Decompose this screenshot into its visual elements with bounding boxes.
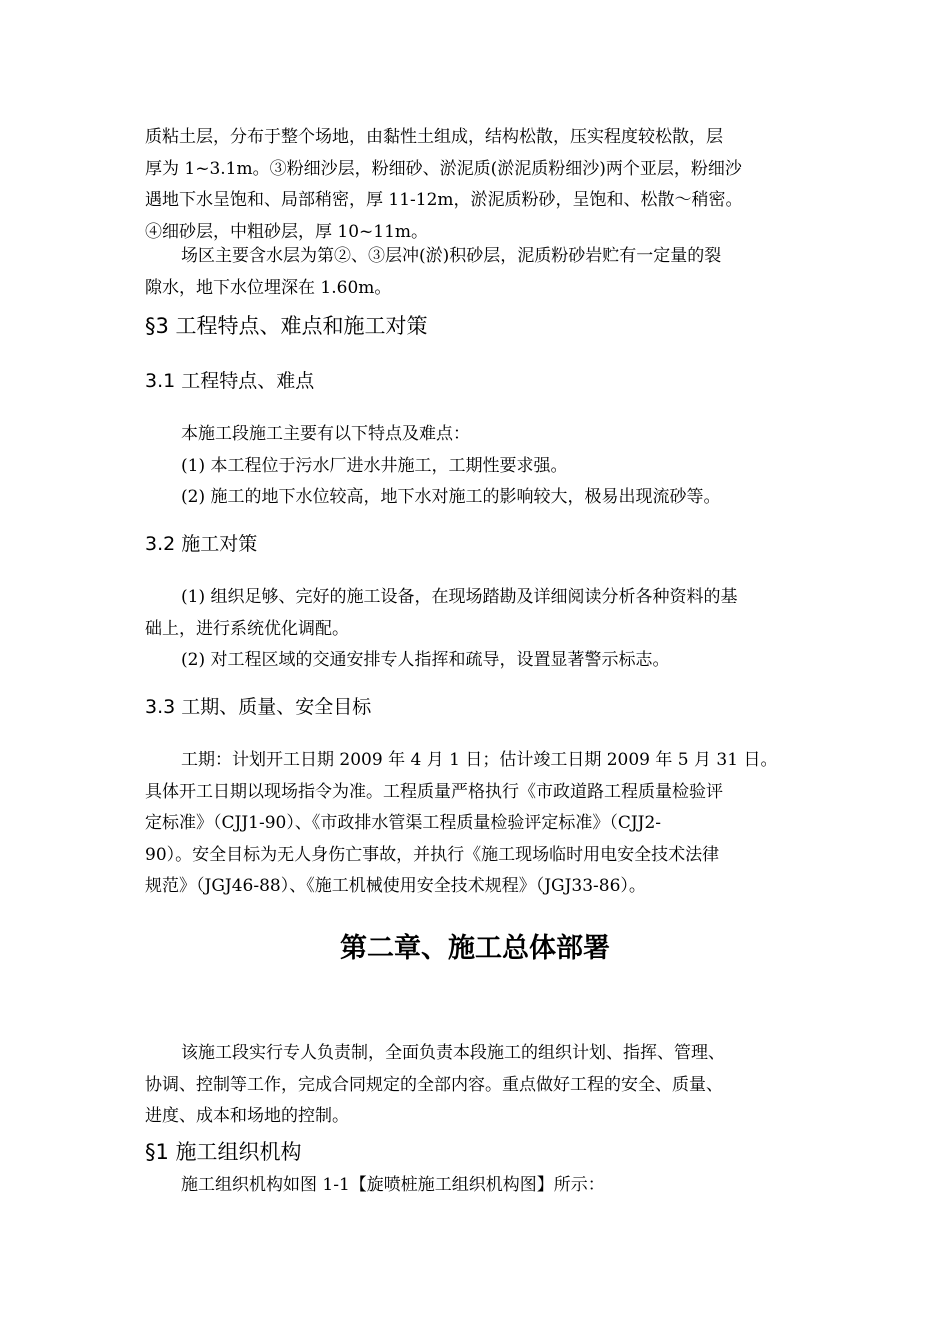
subsection-3-3-heading: 3.3 工期、质量、安全目标 [145,696,372,718]
section-1-body [145,1170,815,1202]
chapter-2-title: 第二章、施工总体部署 [340,933,610,964]
text-line: 工期：计划开工日期 2009 年 4 月 1 日；估计竣工日期 2009 年 5 月 31 日。 [181,750,778,770]
text-line: ④细砂层，中粗砂层，厚 10~11m。 [145,221,429,242]
list-item: (2) 施工的地下水位较高，地下水对施工的影响较大，极易出现流砂等。 [181,487,721,507]
text-line: 90）。安全目标为无人身伤亡事故，并执行《施工现场临时用电安全技术法律 [145,844,720,865]
text-line: 规范》（JGJ46-88）、《施工机械使用安全技术规程》（JGJ33-86）。 [145,876,646,896]
text-line: 协调、控制等工作，完成合同规定的全部内容。重点做好工程的安全、质量、 [145,1074,723,1095]
text-line: 该施工段实行专人负责制，全面负责本段施工的组织计划、指挥、管理、 [181,1043,725,1063]
subsection-3-2-body [145,582,815,677]
text-line: 厚为 1~3.1m。③粉细沙层，粉细砂、淤泥质(淤泥质粉细沙)两个亚层，粉细沙 [145,158,742,179]
section-1-heading: §1 施工组织机构 [145,1140,302,1164]
subsection-3-3-body [145,745,815,903]
subsection-3-1-body [145,419,815,514]
text-line: 本施工段施工主要有以下特点及难点： [181,424,470,444]
section-3-heading: §3 工程特点、难点和施工对策 [145,314,428,338]
list-item: (2) 对工程区域的交通安排专人指挥和疏导，设置显著警示标志。 [181,650,670,670]
text-line: 进度、成本和场地的控制。 [145,1106,349,1126]
subsection-3-2-heading: 3.2 施工对策 [145,533,258,555]
text-line: 施工组织机构如图 1-1【旋喷桩施工组织机构图】所示： [181,1175,605,1195]
text-line: 隙水，地下水位埋深在 1.60m。 [145,277,392,298]
groundwater-paragraph [145,241,815,304]
text-line: 具体开工日期以现场指令为准。工程质量严格执行《市政道路工程质量检验评 [145,781,723,802]
subsection-3-1-heading: 3.1 工程特点、难点 [145,370,315,392]
geology-paragraph [145,122,815,248]
text-line: 定标准》（CJJ1-90）、《市政排水管渠工程质量检验评定标准》（CJJ2- [145,813,662,833]
list-item: (1) 组织足够、完好的施工设备，在现场踏勘及详细阅读分析各种资料的基 [181,587,738,607]
text-line: 质粘土层，分布于整个场地，由黏性土组成，结构松散，压实程度较松散，层 [145,127,723,147]
text-line: 场区主要含水层为第②、③层冲(淤)积砂层，泥质粉砂岩贮有一定量的裂 [181,246,722,266]
chapter-2-intro [145,1038,815,1133]
text-line: 遇地下水呈饱和、局部稍密，厚 11-12m，淤泥质粉砂，呈饱和、松散～稍密。 [145,190,743,210]
list-item: (1) 本工程位于污水厂进水井施工，工期性要求强。 [181,455,568,476]
text-line: 础上，进行系统优化调配。 [145,618,349,639]
